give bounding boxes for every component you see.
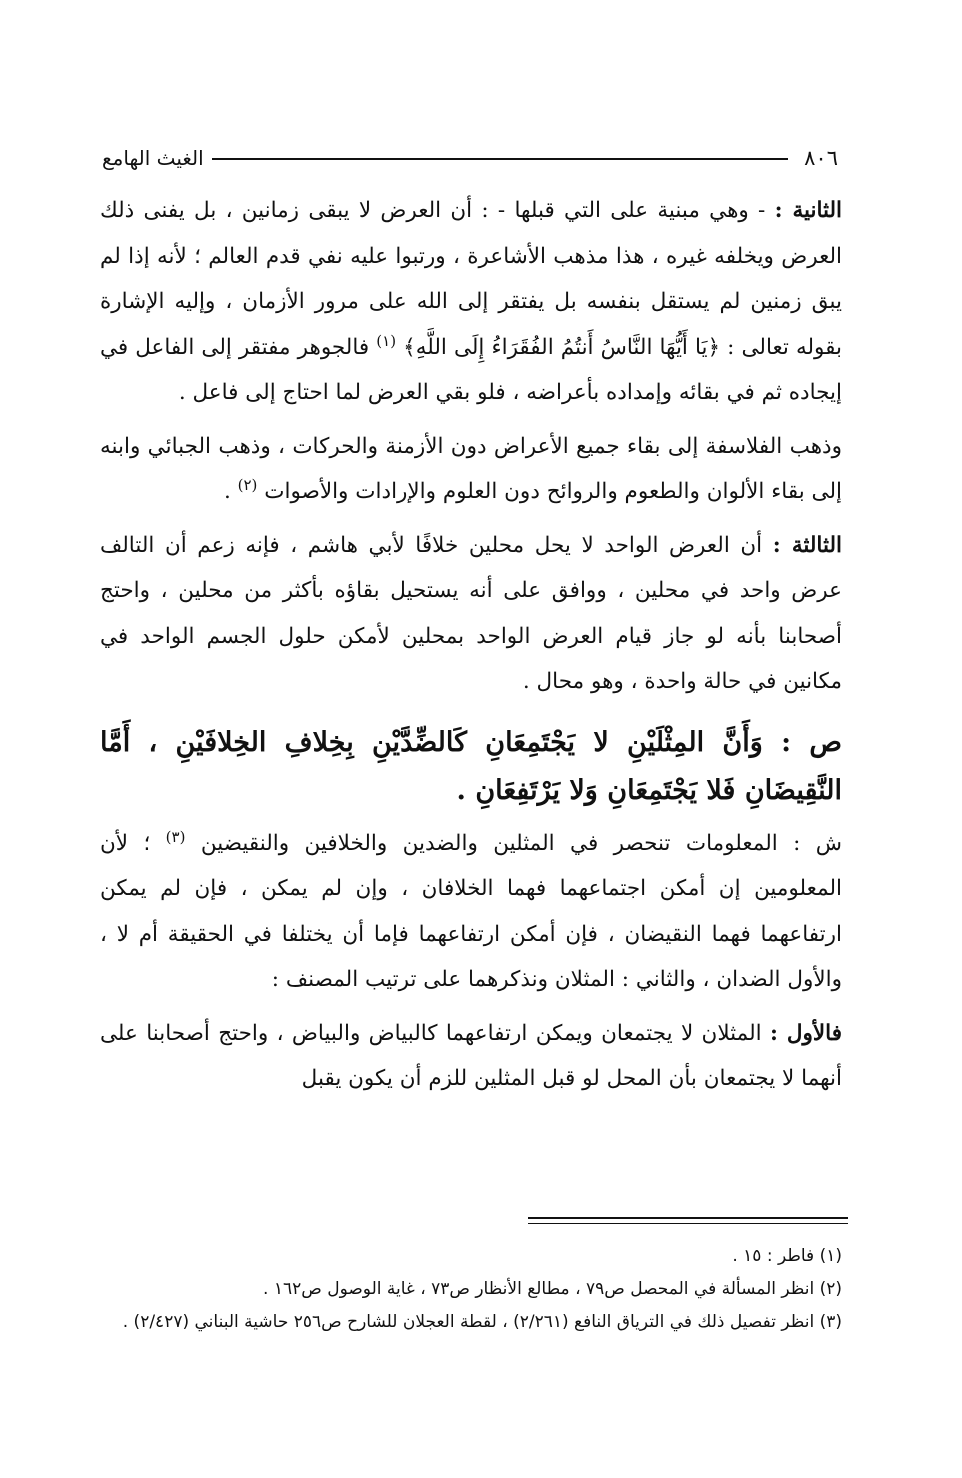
paragraph-text: أن العرض الواحد لا يحل محلين خلافًا لأبي هاشم ، فإنه زعم أن التالف عرض واحد في محلين ، ووافق على أنه يستحيل بقاؤه بأكثر من محلين ، واحتج أصحابنا بأنه لو جاز قيام العرض الواحد بمحلين لأمكن حلول الجسم الواحد في مكانين في حالة واحدة ، وهو محال . bbox=[100, 532, 842, 694]
paragraph-lead: فالأول : bbox=[769, 1020, 842, 1046]
paragraph-text: - وهي مبنية على التي قبلها - : أن العرض لا يبقى زمانين ، بل يفنى ذلك العرض ويخلفه غيره ، هذا مذهب الأشاعرة ، ورتبوا عليه نفي قدم العالم ؛ لأنه إذا لم يبق زمنين لم يستقل بنفسه بل يفتقر إلى الله على مرور الأزمان ، وإليه الإشارة بقوله تعالى : ﴿يَا أَيُّهَا النَّاسُ أَنتُمُ الفُقَرَاءُ إِلَى اللَّهِ﴾ bbox=[100, 198, 842, 360]
paragraph-text: ش : المعلومات تنحصر في المثلين والضدين والخلافين والنقيضين bbox=[200, 830, 842, 856]
divider-line-thick bbox=[528, 1217, 848, 1219]
paragraph-first bbox=[100, 1011, 842, 1102]
footnote-2: (٢) انظر المسألة في المحصل ص٧٩ ، مطالع الأنظار ص٧٣ ، غاية الوصول ص١٦٢ . bbox=[263, 1279, 842, 1299]
paragraph-text-tail: فالجوهر مفتقر إلى الفاعل في إيجاده ثم في بقائه وإمداده بأعراضه ، فلو بقي العرض لما احتاج إلى فاعل . bbox=[100, 334, 842, 405]
paragraph-text: وذهب الفلاسفة إلى بقاء جميع الأعراض دون الأزمنة والحركات ، وذهب الجبائي وابنه إلى بقاء الألوان والطعوم والروائح دون العلوم والإرادات والأصوات bbox=[100, 433, 842, 504]
book-title: الغيث الهامع bbox=[102, 146, 204, 170]
page-number: ٨٠٦ bbox=[804, 146, 838, 170]
header-rule bbox=[212, 158, 788, 160]
footnote-ref-1[interactable]: (١) bbox=[376, 331, 397, 350]
footnote-1: (١) فاطر : ١٥ . bbox=[732, 1246, 842, 1266]
divider-line-thin bbox=[528, 1223, 848, 1224]
main-text bbox=[100, 188, 842, 1102]
footnote-divider bbox=[528, 1217, 848, 1224]
paragraph-text: المثلان لا يجتمعان ويمكن ارتفاعهما كالبياض والبياض ، واحتج أصحابنا على أنهما لا يجتمعان بأن المحل لو قبل المثلين للزم أن يكون يقبل bbox=[100, 1020, 842, 1091]
footnote-ref-3[interactable]: (٣) bbox=[165, 827, 186, 846]
matn-heading: ص : وَأَنَّ المِثْلَيْنِ لا يَجْتَمِعَانِ كَالضِّدَّيْنِ بِخِلافِ الخِلافَيْنِ ، أَمَّا النَّقِيضَانِ فَلا يَجْتَمِعَانِ وَلا يَرْتَفِعَانِ . bbox=[100, 726, 842, 806]
paragraph-third bbox=[100, 523, 842, 705]
paragraph-second bbox=[100, 188, 842, 416]
footnote-ref-2[interactable]: (٢) bbox=[237, 475, 258, 494]
paragraph-lead: الثانية : bbox=[774, 198, 843, 223]
paragraph-lead: الثالثة : bbox=[772, 532, 842, 558]
running-header bbox=[100, 138, 842, 182]
paragraph-commentary bbox=[100, 821, 842, 1003]
paragraph-text-tail: ؛ لأن المعلومين إن أمكن اجتماعهما فهما الخلافان ، وإن لم يمكن ، فإن لم يمكن ارتفاعهما فهما النقيضان ، فإن أمكن ارتفاعهما فإما أن يختلفا في الحقيقة أم لا ، والأول الضدان ، والثاني : المثلان ونذكرهما على ترتيب المصنف : bbox=[100, 830, 842, 992]
footnote-3: (٣) انظر تفصيل ذلك في الترياق النافع (٢/٢٦١) ، لقطة العجلان للشارح ص٢٥٦ حاشية البناني (٢/٤٢٧) . bbox=[122, 1312, 842, 1332]
paragraph-philosophers bbox=[100, 424, 842, 515]
paragraph-text-tail: . bbox=[223, 479, 238, 504]
footnotes bbox=[100, 1238, 842, 1340]
